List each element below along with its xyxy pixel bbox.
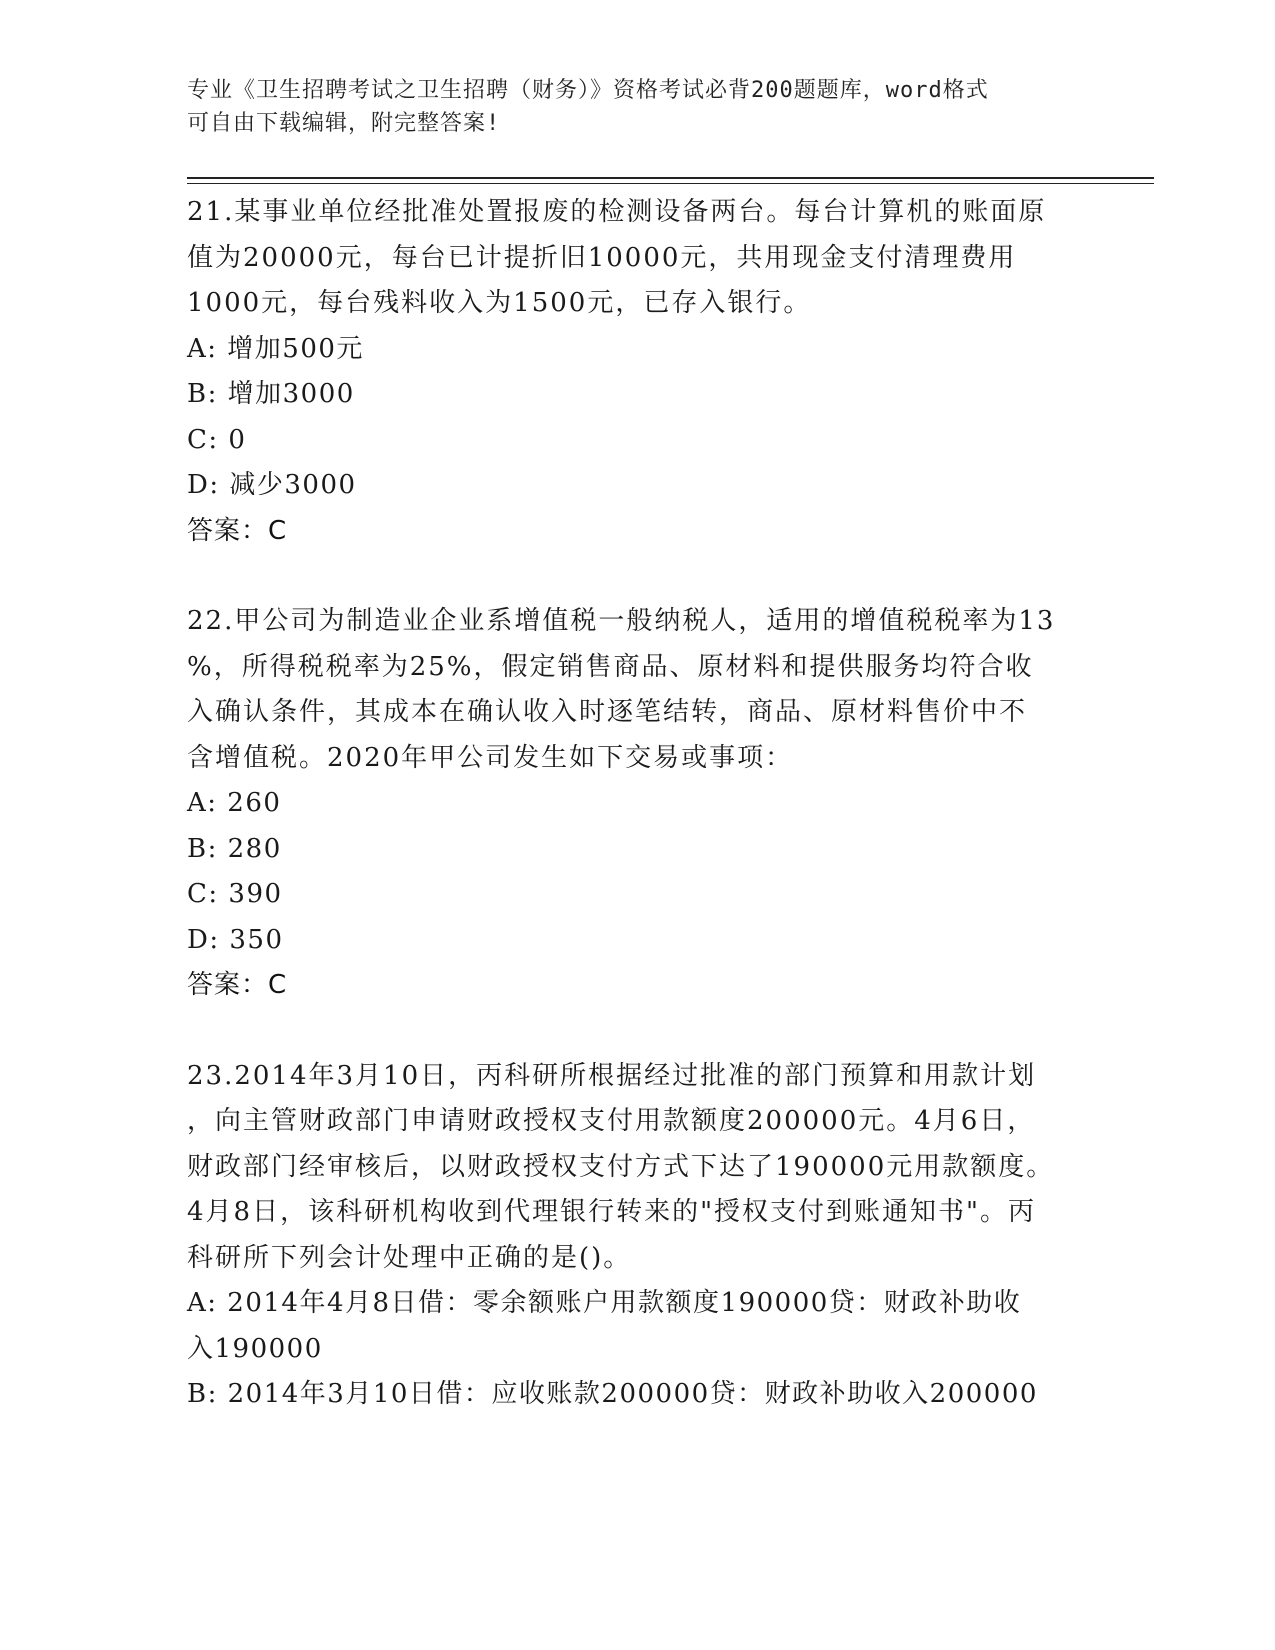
header-line-2: 可自由下载编辑，附完整答案! bbox=[187, 111, 501, 136]
question-stem: 23.2014年3月10日，丙科研所根据经过批准的部门预算和用款计划 ，向主管财政部门申请财政授权支付用款额度200000元。4月6日， 财政部门经审核后，以财政授权支付方式下达了190000元用款额度。 4月8日，该科研机构收到代理银行转来的"授权支付到账通知书"。丙 科研所下列会计处理中正确的是()。 bbox=[187, 1060, 1055, 1273]
answer-line: 答案：C bbox=[187, 515, 288, 546]
header-rule-thick bbox=[187, 177, 1154, 179]
question-list bbox=[187, 190, 1087, 1418]
option-c: C: 390 bbox=[187, 879, 283, 909]
option-c: C: 0 bbox=[187, 424, 247, 455]
option-b: B: 增加3000 bbox=[187, 379, 355, 409]
option-d: D: 减少3000 bbox=[187, 470, 357, 500]
header-rule-thin bbox=[187, 183, 1154, 184]
question-spacer bbox=[187, 554, 1087, 599]
question-22 bbox=[187, 599, 1087, 1009]
question-23 bbox=[187, 1054, 1087, 1418]
answer-line: 答案：C bbox=[187, 970, 288, 1000]
header-line-1: 专业《卫生招聘考试之卫生招聘（财务）》资格考试必背200题题库，word格式 bbox=[187, 78, 989, 103]
option-d: D: 350 bbox=[187, 924, 284, 955]
document-header bbox=[187, 74, 1087, 140]
option-b: B: 280 bbox=[187, 833, 282, 864]
option-b: B: 2014年3月10日借：应收账款200000贷：财政补助收入200000 bbox=[187, 1379, 1038, 1409]
option-a: A: 260 bbox=[187, 788, 282, 818]
question-21 bbox=[187, 190, 1087, 554]
question-stem: 22.甲公司为制造业企业系增值税一般纳税人，适用的增值税税率为13 %，所得税税率为25%，假定销售商品、原材料和提供服务均符合收 入确认条件，其成本在确认收入时逐笔结转，商品、原材料售价中不 含增值税。2020年甲公司发生如下交易或事项： bbox=[187, 606, 1056, 773]
question-spacer bbox=[187, 1009, 1087, 1054]
question-stem: 21.某事业单位经批准处置报废的检测设备两台。每台计算机的账面原 值为20000元，每台已计提折旧10000元，共用现金支付清理费用 1000元，每台残料收入为1500元，已存入银行。 bbox=[187, 197, 1047, 318]
option-a: A: 2014年4月8日借：零余额账户用款额度190000贷：财政补助收 入190000 bbox=[187, 1288, 1022, 1364]
option-a: A: 增加500元 bbox=[187, 333, 364, 364]
